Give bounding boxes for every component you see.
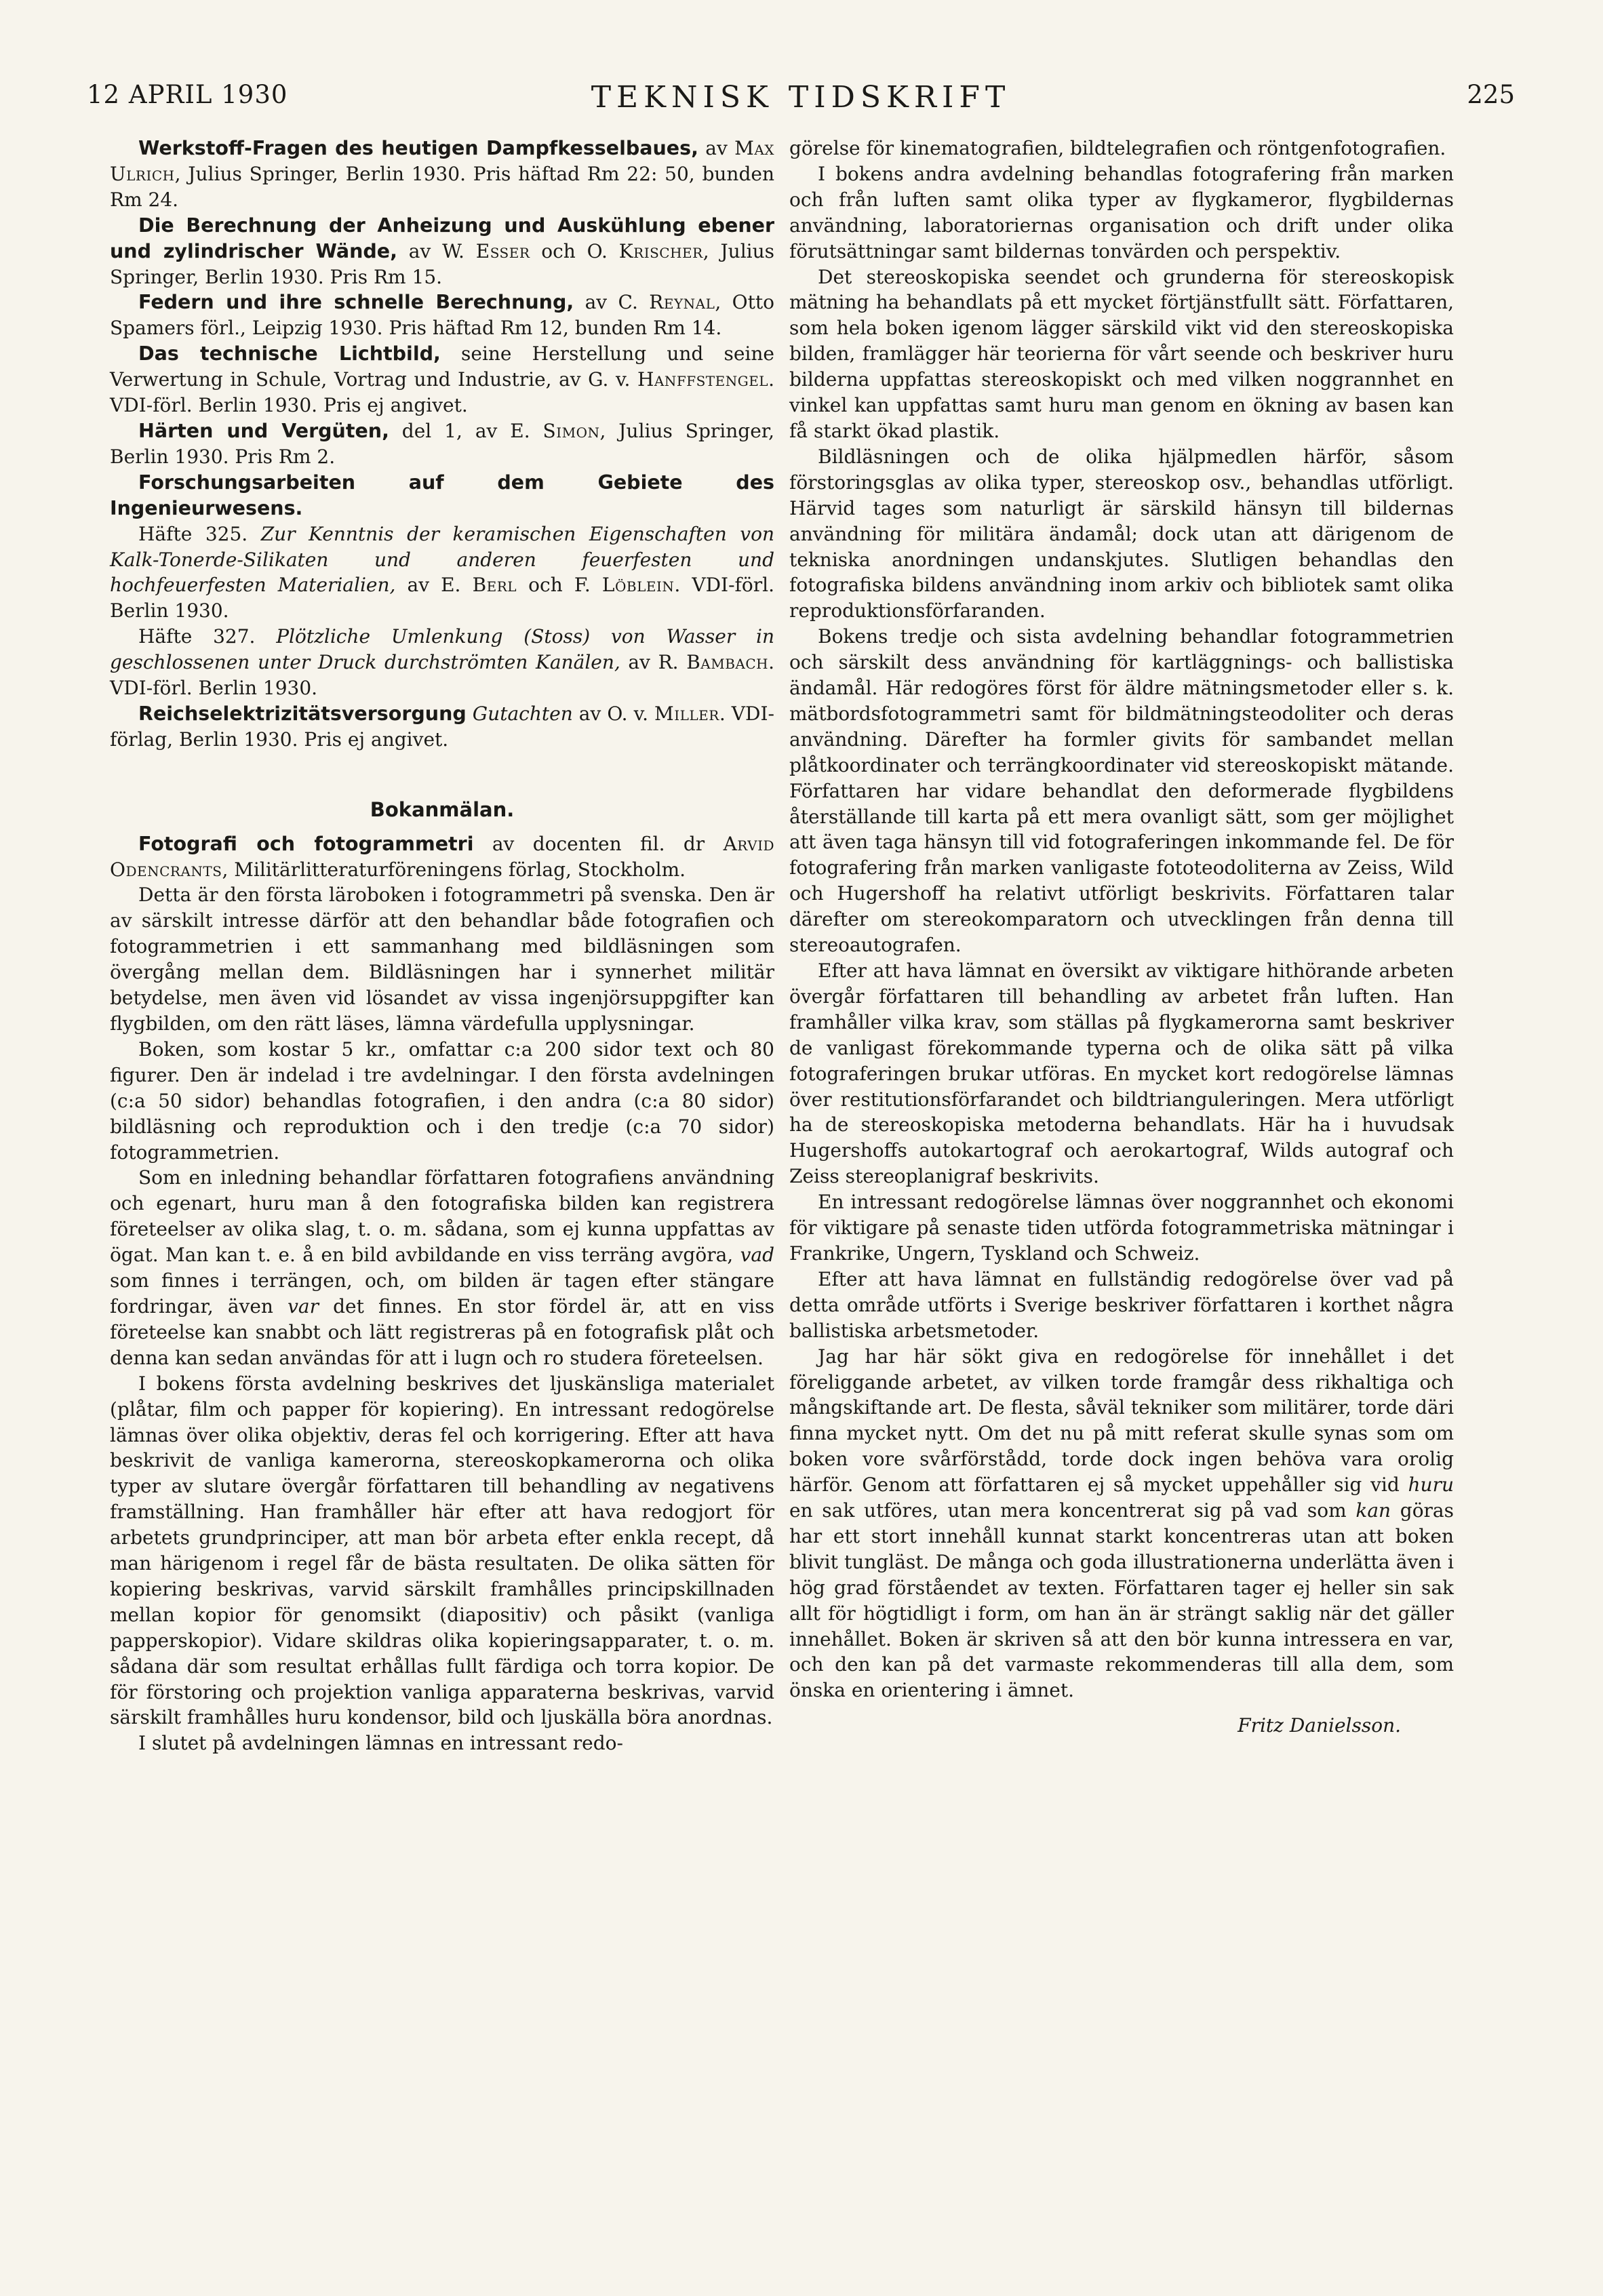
review-paragraph: Efter att hava lämnat en översikt av viktigare hithörande arbeten övergår författaren till behandling av arbetet från luften. Han framhåller vilka krav, som ställas på flygkamerorna samt beskriver de vanligast förekommande typerna och de olika sätt på vilka fotograferingen brukar utföras. En mycket kort redogörelse lämnas över restitutionsförfarandet och bildtrianguleringen. Mera utförligt ha de stereoskopiska metoderna behandlats. Här ha i huvudsak Hugershoffs autokartograf och aerokartograf, Wilds autograf och Zeiss stereoplanigraf beskrivits.	[789, 959, 1454, 1188]
review-paragraph: görelse för kinematografien, bildtelegrafien och röntgenfotografien.	[789, 137, 1446, 159]
book-entry: Werkstoff-Fragen des heutigen Dampfkesselbaues, av Max Ulrich, Julius Springer, Berlin 1930. Pris häftad Rm 22: 50, bunden Rm 24.	[110, 137, 775, 211]
book-author: Simon	[542, 419, 600, 442]
book-title: Härten und Vergüten,	[138, 419, 389, 442]
review-paragraph: En intressant redogörelse lämnas över noggrannhet och ekonomi för viktigare på senaste tiden utförda fotogrammetriska mätningar i Frankrike, Ungern, Tyskland och Schweiz.	[789, 1191, 1454, 1265]
review-paragraph: I slutet på avdelningen lämnas en intressant redo-	[138, 1732, 623, 1755]
journal-title: TEKNISK TIDSKRIFT	[591, 80, 1011, 115]
book-author: Reynal	[649, 291, 715, 314]
review-book-author: Arvid Odencrants	[110, 832, 775, 881]
book-entry: Das technische Lichtbild, seine Herstellung und seine Verwertung in Schule, Vortrag und Industrie, av G. v. Hanffstengel. VDI-förl. Berlin 1930. Pris ej angivet.	[110, 342, 774, 417]
book-title: Werkstoff-Fragen des heutigen Dampfkesselbaues,	[138, 137, 698, 159]
page-number: 225	[1467, 80, 1515, 109]
book-title: Plötzliche Umlenkung (Stoss) von Wasser in geschlossenen unter Druck durchströmten Kanälen,	[110, 625, 774, 674]
review-paragraph: Detta är den första läroboken i fotogrammetri på svenska. Den är av särskilt intresse därför att den behandlar både fotografien och fotogrammetrien i ett sammanhang med bildläsningen som övergång mellan dem. Bildläsningen har i synnerhet militär betydelse, men även vid lösandet av vissa ingenjörsuppgifter kan flygbilden, om den rätt läses, lämna värdefulla upplysningar.	[110, 884, 774, 1035]
book-author: Löblein	[601, 574, 675, 597]
book-author: Krischer	[618, 239, 703, 262]
review-paragraph: Som en inledning behandlar författaren fotografiens användning och egenart, huru man å den fotografiska bilden kan registrera företeelser av olika slag, t. o. m. sådana, som ej kunna uppfattas av ögat. Man kan t. e. å en bild avbildande en viss terräng avgöra, vad som finnes i terrängen, och, om bilden är tagen efter stängare fordringar, även var det finnes. En stor fördel är, att en viss företeelse kan snabbt och lätt registreras på en fotografisk plåt och denna kan sedan användas för att i lugn och ro studera företeelsen.	[110, 1166, 774, 1369]
book-title: Zur Kenntnis der keramischen Eigenschaften von Kalk-Tonerde-Silikaten und anderen feuerfesten und hochfeuerfesten Materialien,	[110, 522, 774, 597]
section-title: Bokanmälan.	[370, 797, 515, 821]
review-paragraph: Bildläsningen och de olika hjälpmedlen härför, såsom förstoringsglas av olika typer, stereoskop osv., behandlas utförligt. Härvid tages som naturligt är särskild hänsyn till bildernas användning för militära ändamål; dock utan att därigenom de tekniska anordningen undanskjutes. Slutligen behandlas den fotografiska bildens användning inom arkiv och bibliotek samt olika reproduktionsförfaranden.	[789, 445, 1454, 622]
book-entry: Die Berechnung der Anheizung und Auskühlung ebener und zylindrischer Wände, av W. Esser och O. Krischer, Julius Springer, Berlin 1930. Pris Rm 15.	[110, 214, 775, 288]
book-entry: Reichselektrizitätsversorgung Gutachten av O. v. Miller. VDI-förlag, Berlin 1930. Pris ej angivet.	[110, 702, 774, 751]
left-column	[110, 136, 774, 1756]
book-entry: Federn und ihre schnelle Berechnung, av C. Reynal, Otto Spamers förl., Leipzig 1930. Pris häftad Rm 12, bunden Rm 14.	[110, 291, 774, 340]
book-title: Federn und ihre schnelle Berechnung,	[138, 291, 574, 314]
page-header	[87, 80, 1515, 121]
book-author: Miller	[654, 702, 719, 725]
header-date: 12 APRIL 1930	[87, 80, 288, 109]
book-entry: Häfte 325. Zur Kenntnis der keramischen Eigenschaften von Kalk-Tonerde-Silikaten und anderen feuerfesten und hochfeuerfesten Materialien, av E. Berl och F. Löblein. VDI-förl. Berlin 1930.	[110, 522, 775, 622]
right-column	[789, 136, 1454, 1739]
review-paragraph: I bokens första avdelning beskrives det ljuskänsliga materialet (plåtar, film och papper för kopiering). En intressant redogörelse lämnas över olika objektiv, deras fel och korrigering. Efter att hava beskrivit de vanliga kamerorna, stereoskopkamerorna och olika typer av slutare övergår författaren till behandling av negativens framställning. Han framhåller här efter att hava redogjort för arbetets grundprinciper, att man bör arbeta efter enkla recept, då man härigenom i regel får de bästa resultaten. De olika sätten för kopiering beskrivas, varvid särskilt framhålles principskillnaden mellan kopior för genomsikt (diapositiv) och påsikt (vanliga papperskopior). Vidare skildras olika kopieringsapparater, t. o. m. sådana där som resultat erhållas fullt färdiga och torra kopior. De för förstoring och projektion vanliga apparaterna beskrivas, varvid särskilt framhålles huru kondensor, bild och ljuskälla böra anordnas.	[110, 1372, 774, 1729]
book-author: Bambach	[686, 651, 769, 674]
book-author: Max Ulrich	[110, 137, 775, 185]
reviewer-signature: Fritz Danielsson.	[1238, 1714, 1401, 1737]
book-title: Die Berechnung der Anheizung und Auskühlung ebener und zylindrischer Wände,	[110, 214, 774, 262]
series-title: Forschungsarbeiten auf dem Gebiete des Ingenieurwesens.	[110, 471, 774, 519]
review-paragraph: Jag har här sökt giva en redogörelse för innehållet i det föreliggande arbetet, av vilken torde framgår dess rikhaltiga och mångskiftande art. De flesta, såväl tekniker som militärer, torde däri finna mycket nytt. Om det nu på mitt referat skulle synas som om boken vore svårförstådd, torde dock ingen behöva vara orolig härför. Genom att författaren ej så mycket uppehåller sig vid huru en sak utföres, utan mera koncentrerat sig på vad som kan göras har ett stort innehåll kunnat starkt koncentreras utan att boken blivit tungläst. De många och goda illustrationerna underlätta även i hög grad förståendet av texten. Författaren tager ej heller sin sak allt för högtidligt i form, om han än är strängt saklig när det gäller innehållet. Boken är skriven så att den bör kunna intressera en var, och den kan på det varmaste rekommenderas till alla dem, som önska en orientering i ämnet.	[789, 1345, 1454, 1702]
book-title: Reichselektrizitätsversorgung	[138, 702, 467, 725]
series-heading	[110, 470, 774, 521]
book-author: Berl	[472, 574, 517, 597]
review-paragraph: Boken, som kostar 5 kr., omfattar c:a 200 sidor text och 80 figurer. Den är indelad i tre avdelningar. I den första avdelningen (c:a 50 sidor) behandlas fotografien, i den andra (c:a 80 sidor) bildläsning och reproduktion och i den tredje (c:a 70 sidor) fotogrammetrien.	[110, 1037, 774, 1164]
review-heading: Fotografi och fotogrammetri av docenten fil. dr Arvid Odencrants, Militärlitteraturföreningens förlag, Stockholm.	[110, 832, 775, 881]
book-title: Das technische Lichtbild,	[138, 342, 441, 365]
review-paragraph: Bokens tredje och sista avdelning behandlar fotogrammetrien och särskilt dess användning för kartläggnings- och ballistiska ändamål. Här redogöres först för äldre mätningsmetoder eller s. k. mätbordsfotogrammetri samt för bildmätningsteodoliter och deras användning. Därefter ha formler givits för sambandet mellan plåtkoordinater och terrängkoordinater vid stereoskopiskt mätande. Författaren har vidare behandlat den deformerade flygbildens återställande till karta på ett mera ovanligt sätt, som ger möjlighet att även taga hänsyn till vid fotograferingen inkommande fel. De för fotografering från marken vanligaste fototeodoliterna av Zeiss, Wild och Hugershoff ha relativt utförligt beskrivits. Författaren talar därefter om stereokomparatorn och utvecklingen från denna till stereoautografen.	[789, 625, 1454, 957]
book-entry: Häfte 327. Plötzliche Umlenkung (Stoss) von Wasser in geschlossenen unter Druck durchströmten Kanälen, av R. Bambach. VDI-förl. Berlin 1930.	[110, 625, 774, 700]
review-paragraph: Det stereoskopiska seendet och grunderna för stereoskopisk mätning ha behandlats på ett mycket förtjänstfullt sätt. Författaren, som hela boken igenom lägger särskild vikt vid den stereoskopiska bilden, framlägger här teorierna för vårt seende och beskriver huru bilderna uppfattas stereoskopiskt och med vilken noggrannhet en vinkel kan uppfattas samt huru man genom en ökning av basen kan få starkt ökad plastik.	[789, 265, 1454, 442]
book-author: Hanffstengel	[637, 368, 769, 391]
book-author: Esser	[475, 239, 530, 262]
review-book-title: Fotografi och fotogrammetri	[138, 832, 474, 855]
review-paragraph: Efter att hava lämnat en fullständig redogörelse över vad på detta område utförts i Sverige beskriver författaren i korthet några ballistiska arbetsmetoder.	[789, 1267, 1454, 1342]
review-paragraph: I bokens andra avdelning behandlas fotografering från marken och från luften samt olika typer av flygkameror, flygbildernas användning, laboratoriernas organisation och drift under olika förutsättningar samt bildernas tonvärden och perspektiv.	[789, 162, 1454, 262]
book-entry: Härten und Vergüten, del 1, av E. Simon, Julius Springer, Berlin 1930. Pris Rm 2.	[110, 419, 774, 468]
